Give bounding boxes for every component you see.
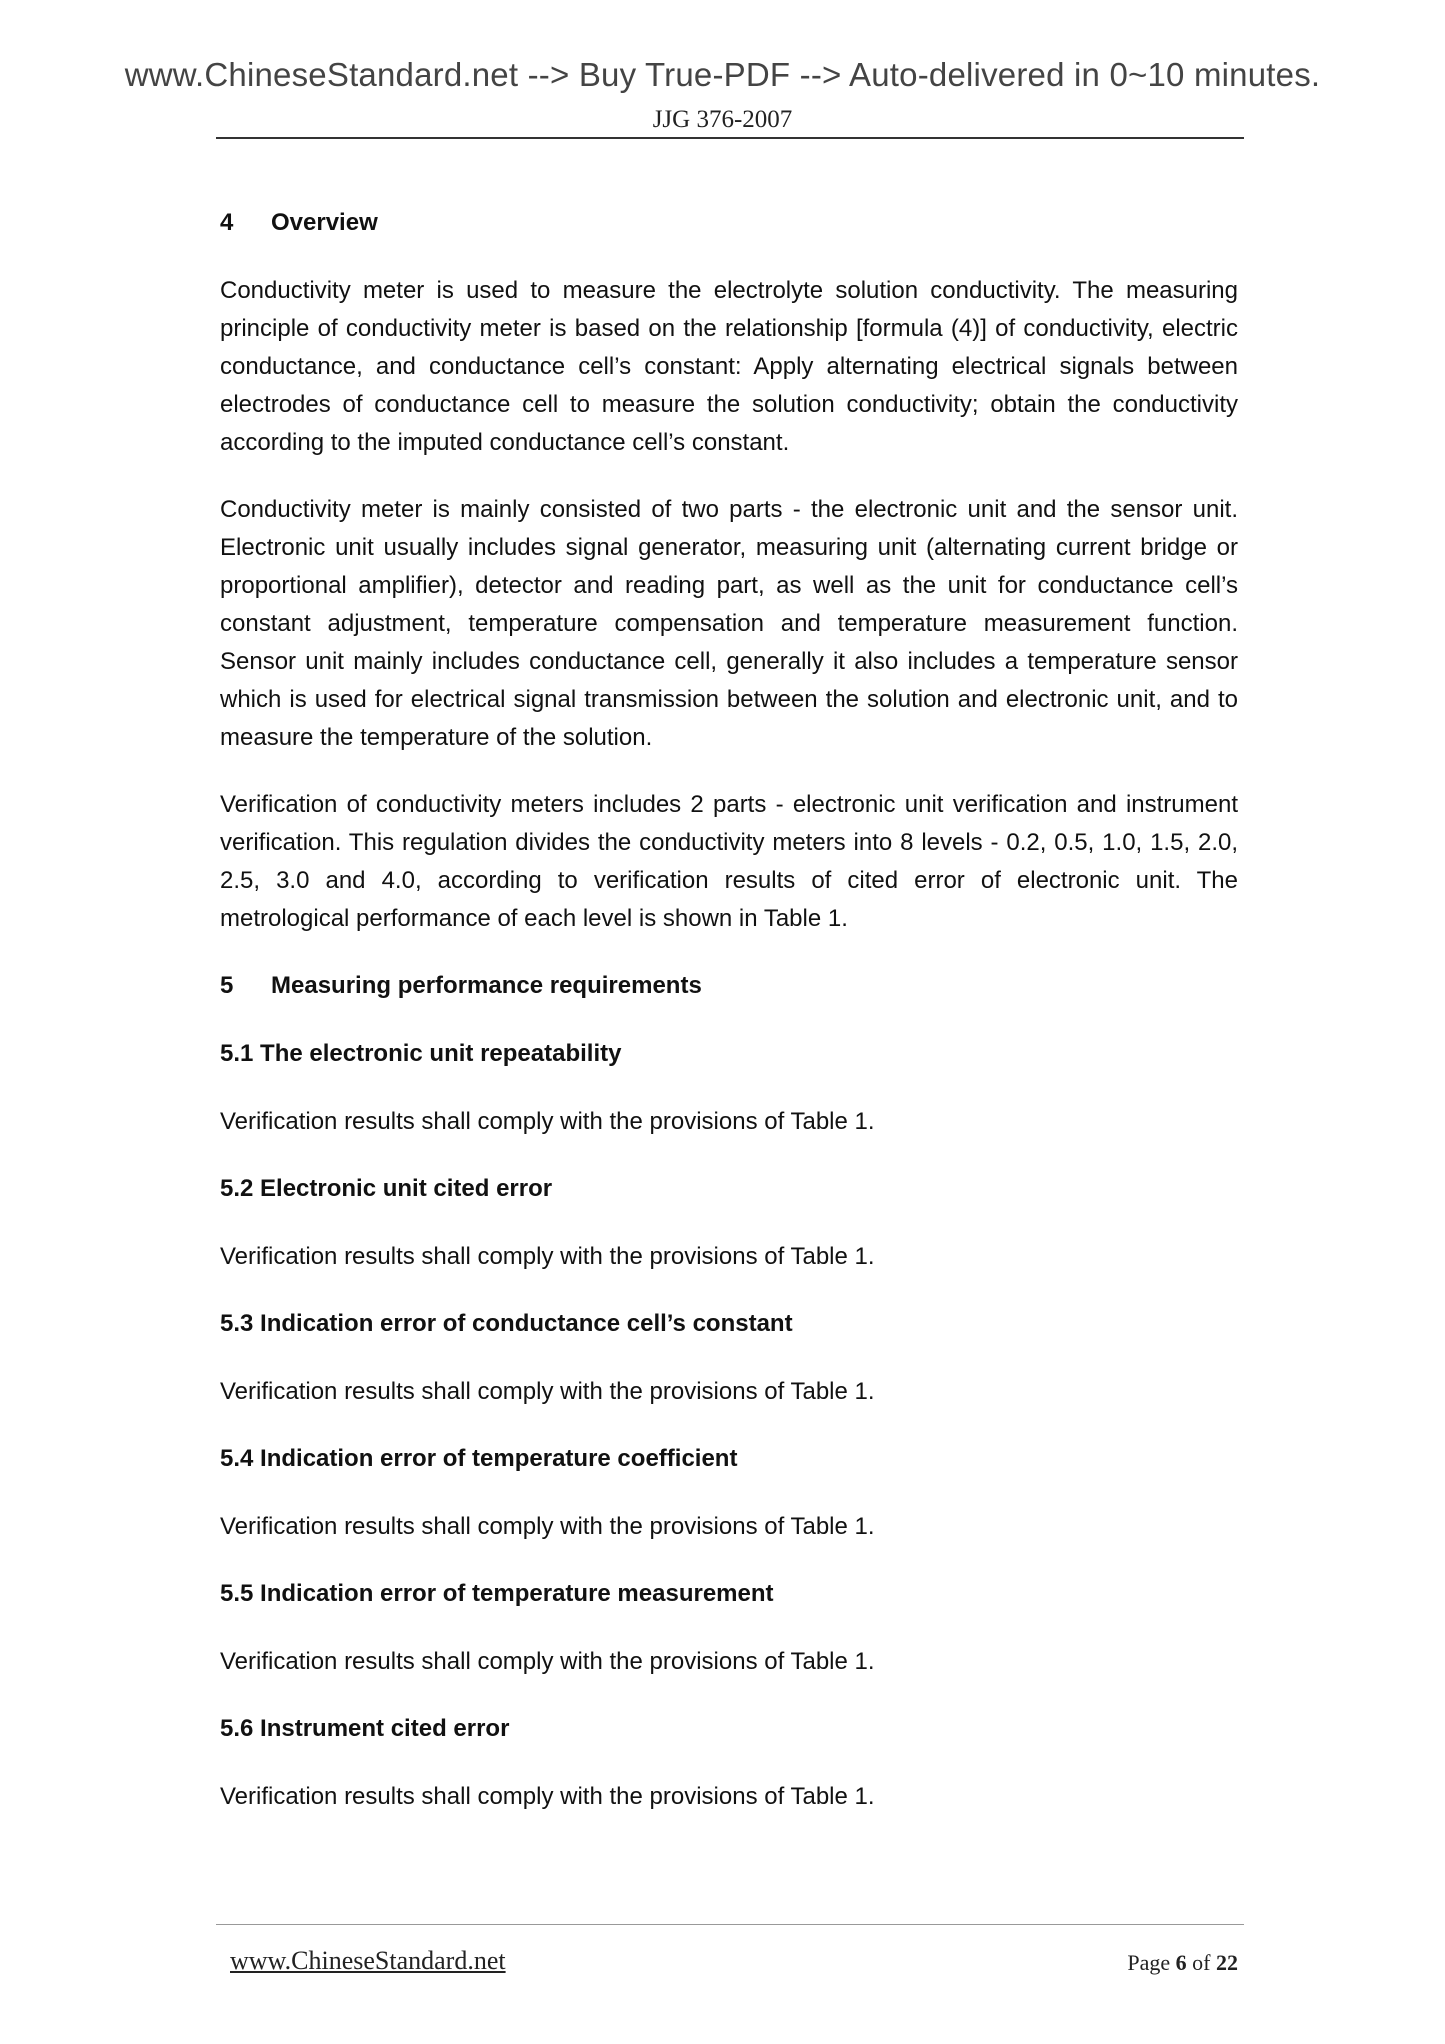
- footer-site-link[interactable]: www.ChineseStandard.net: [230, 1946, 506, 1975]
- section-5-heading: [220, 967, 1238, 1005]
- document-code: JJG 376-2007: [652, 106, 793, 133]
- section-title: Measuring performance requirements: [271, 972, 702, 999]
- header-divider: [216, 137, 1244, 139]
- page-total: 22: [1216, 1950, 1238, 1975]
- section-title: Overview: [271, 209, 378, 236]
- section-number: 5: [220, 972, 234, 999]
- subsection-5-4-text: Verification results shall comply with the provisions of Table 1.: [220, 1513, 875, 1540]
- overview-paragraph-1: Conductivity meter is used to measure the electrolyte solution conductivity. The measuring principle of conductivity meter is based on the relationship [formula (4)] of conductivity, electric conductance, and conductance cell’s constant: Apply alternating electrical signals between electrodes of conductance cell to measure the solution conductivity; obtain the conductivity according to the imputed conductance cell’s constant.: [220, 277, 1238, 456]
- footer-divider: [216, 1924, 1244, 1925]
- subsection-5-3-heading: 5.3 Indication error of conductance cell’s constant: [220, 1310, 793, 1337]
- subsection-5-4-heading: 5.4 Indication error of temperature coefficient: [220, 1445, 738, 1472]
- section-number: 4: [220, 209, 234, 236]
- overview-paragraph-2: Conductivity meter is mainly consisted of two parts - the electronic unit and the sensor unit. Electronic unit usually includes signal generator, measuring unit (alternating current bridge or proportional amplifier), detector and reading part, as well as the unit for conductance cell’s constant adjustment, temperature compensation and temperature measurement function. Sensor unit mainly includes conductance cell, generally it also includes a temperature sensor which is used for electrical signal transmission between the solution and electronic unit, and to measure the temperature of the solution.: [220, 496, 1238, 751]
- subsection-5-1-heading: 5.1 The electronic unit repeatability: [220, 1040, 622, 1067]
- top-banner: www.ChineseStandard.net --> Buy True-PDF --> Auto-delivered in 0~10 minutes.: [124, 56, 1321, 93]
- page-of: of: [1192, 1950, 1211, 1975]
- section-4-heading: [220, 204, 1238, 242]
- subsection-5-5-heading: 5.5 Indication error of temperature measurement: [220, 1580, 774, 1607]
- page-word: Page: [1127, 1950, 1171, 1975]
- overview-paragraph-3: Verification of conductivity meters includes 2 parts - electronic unit verification and instrument verification. This regulation divides the conductivity meters into 8 levels - 0.2, 0.5, 1.0, 1.5, 2.0, 2.5, 3.0 and 4.0, according to verification results of cited error of electronic unit. The metrological performance of each level is shown in Table 1.: [220, 791, 1238, 932]
- subsection-5-2-heading: 5.2 Electronic unit cited error: [220, 1175, 553, 1202]
- page-number: [1127, 1950, 1238, 1976]
- subsection-5-3-text: Verification results shall comply with the provisions of Table 1.: [220, 1378, 875, 1405]
- subsection-5-5-text: Verification results shall comply with the provisions of Table 1.: [220, 1648, 875, 1675]
- page-current: 6: [1175, 1950, 1187, 1975]
- subsection-5-1-text: Verification results shall comply with the provisions of Table 1.: [220, 1108, 875, 1135]
- subsection-5-6-heading: 5.6 Instrument cited error: [220, 1715, 510, 1742]
- page-content: [220, 204, 1238, 1845]
- subsection-5-2-text: Verification results shall comply with the provisions of Table 1.: [220, 1243, 875, 1270]
- subsection-5-6-text: Verification results shall comply with the provisions of Table 1.: [220, 1783, 875, 1810]
